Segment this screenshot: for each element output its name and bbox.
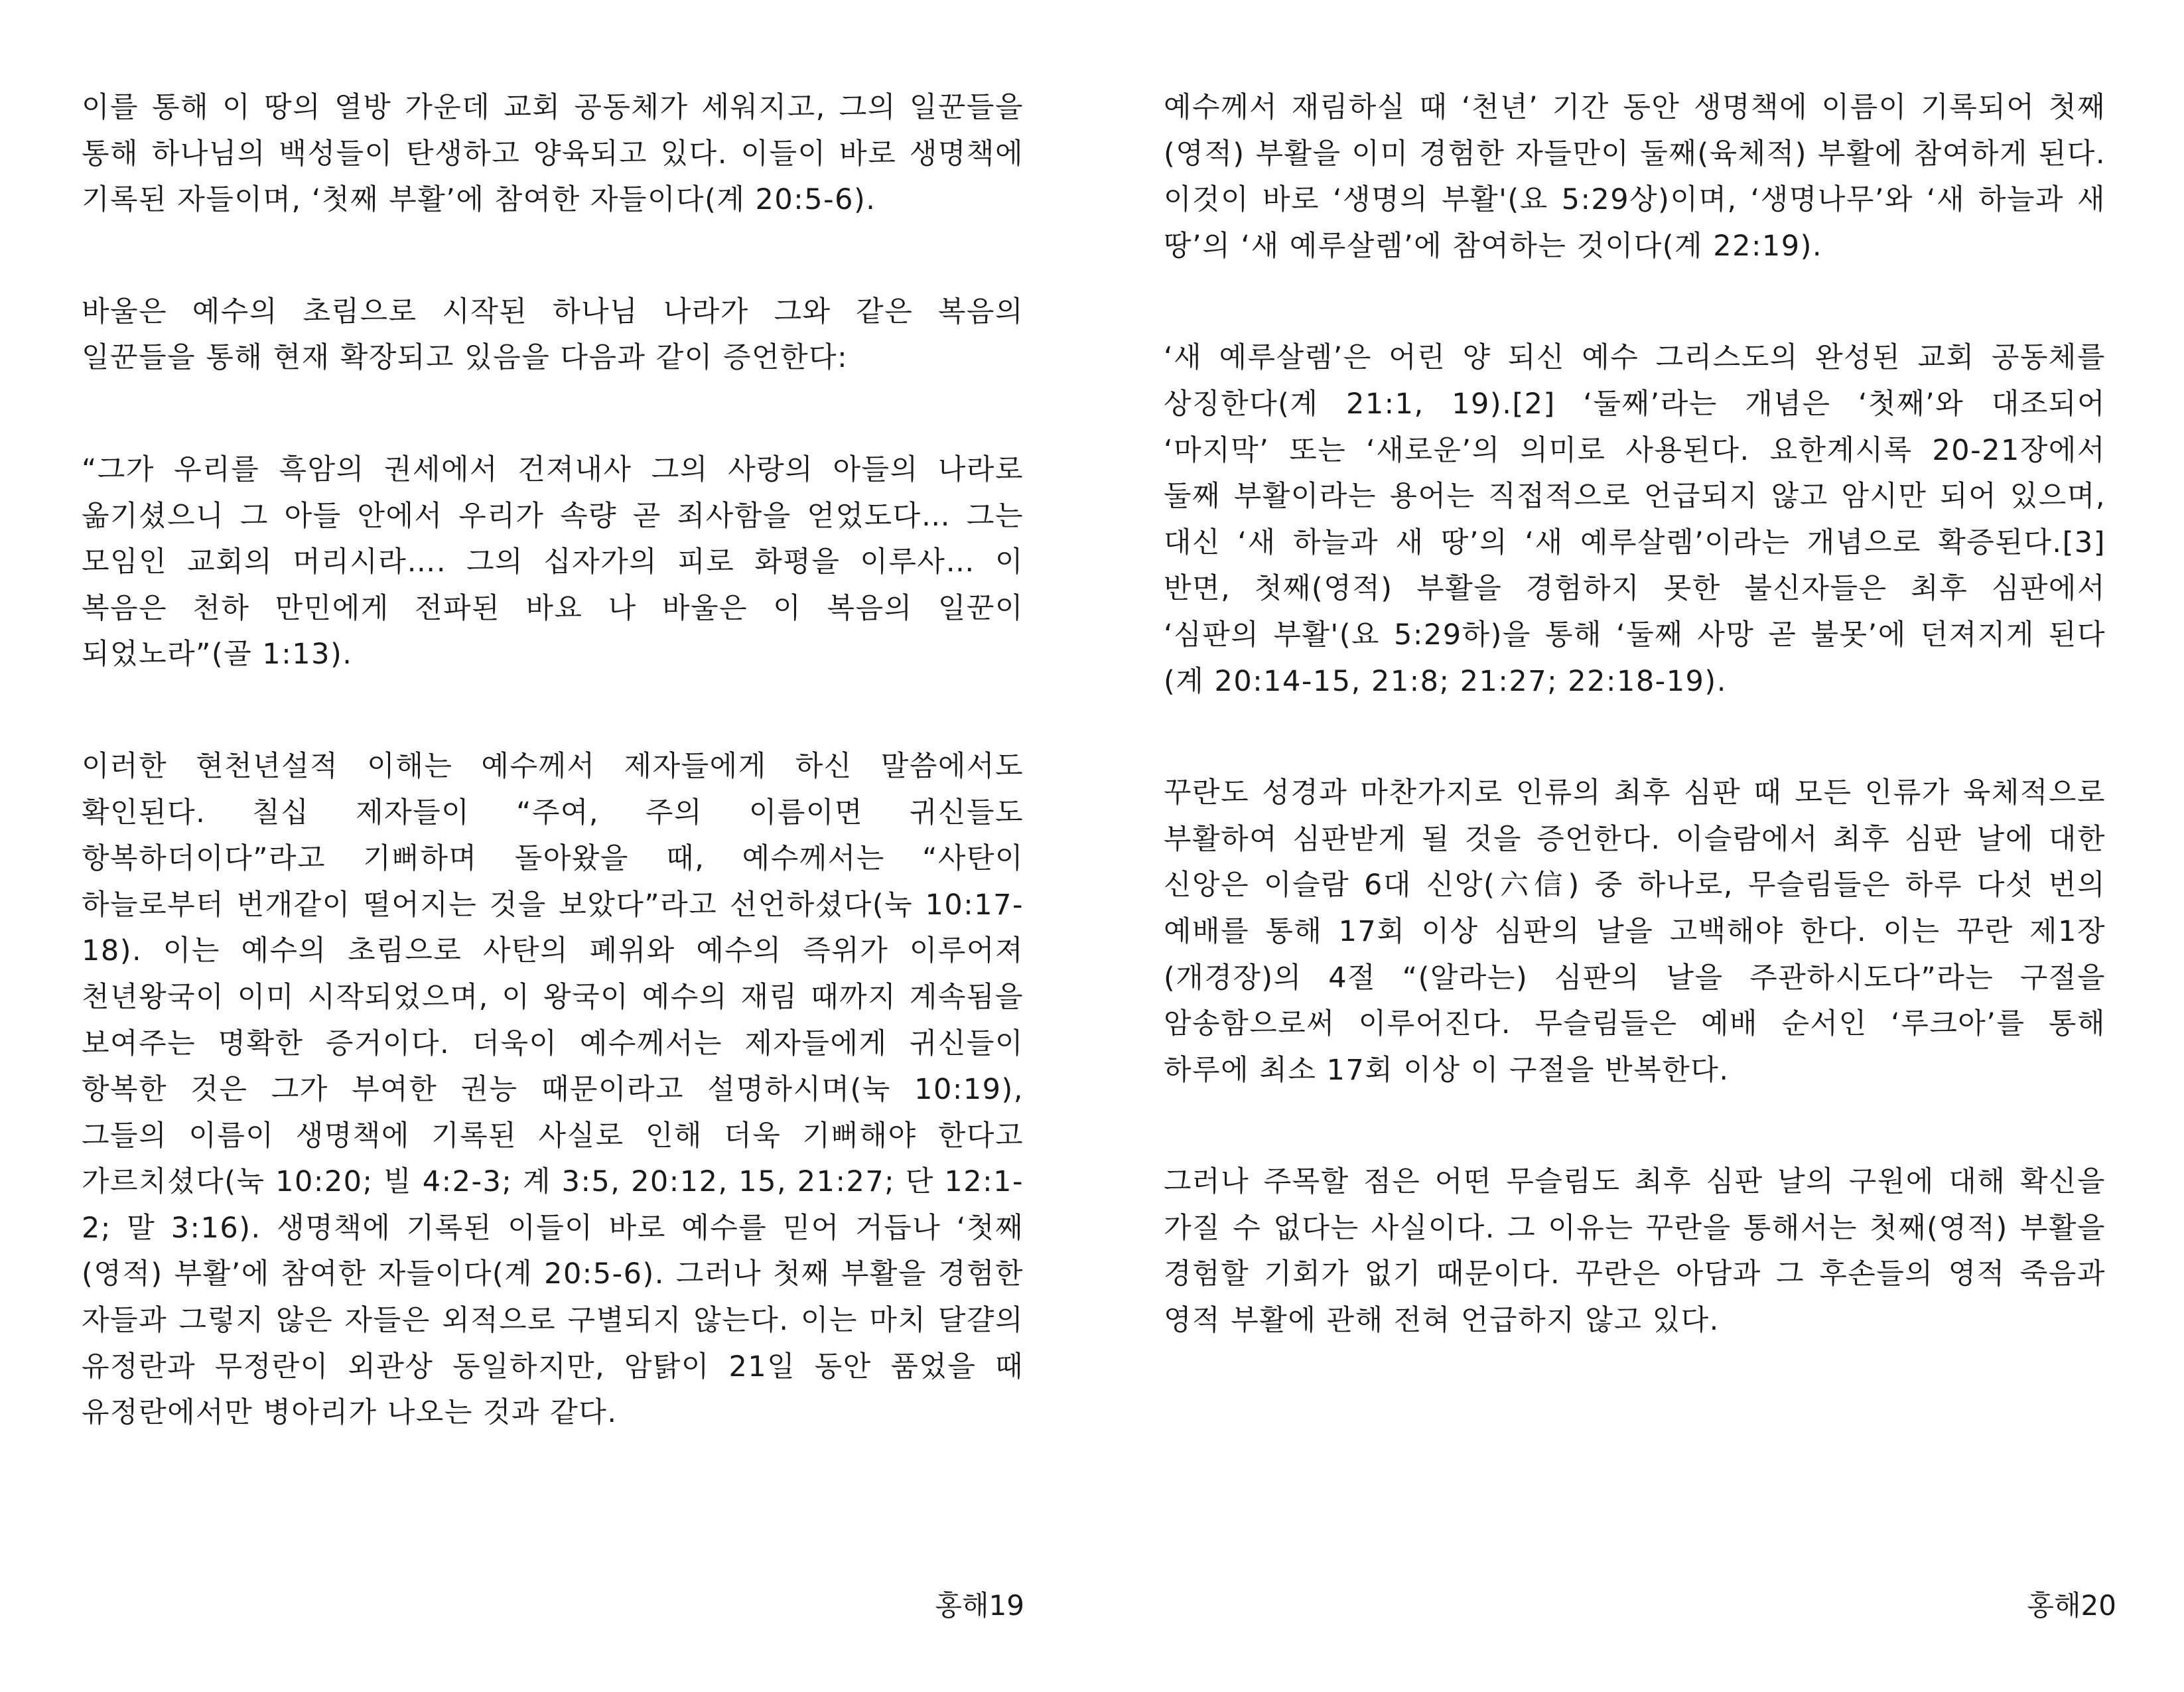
left-page-text-column xyxy=(82,85,1024,1502)
right-page-text-column xyxy=(1164,85,2106,1410)
left-paragraph-4: 이러한 현천년설적 이해는 예수께서 제자들에게 하신 말씀에서도 확인된다. 칠십 제자들이 “주여, 주의 이름이면 귀신들도 항복하더이다”라고 기뻐하며 돌아왔을 때, 예수께서는 “사탄이 하늘로부터 번개같이 떨어지는 것을 보았다”라고 선언하셨다(눅 10:17-18). 이는 예수의 초림으로 사탄의 폐위와 예수의 즉위가 이루어져 천년왕국이 이미 시작되었으며, 이 왕국이 예수의 재림 때까지 계속됨을 보여주는 명확한 증거이다. 더욱이 예수께서는 제자들에게 귀신들이 항복한 것은 그가 부여한 권능 때문이라고 설명하시며(눅 10:19), 그들의 이름이 생명책에 기록된 사실로 인해 더욱 기뻐해야 한다고 가르치셨다(눅 10:20; 빌 4:2-3; 계 3:5, 20:12, 15, 21:27; 단 12:1-2; 말 3:16). 생명책에 기록된 이들이 바로 예수를 믿어 거듭나 ‘첫째(영적) 부활’에 참여한 자들이다(계 20:5-6). 그러나 첫째 부활을 경험한 자들과 그렇지 않은 자들은 외적으로 구별되지 않는다. 이는 마치 달걀의 유정란과 무정란이 외관상 동일하지만, 암탉이 21일 동안 품었을 때 유정란에서만 병아리가 나오는 것과 같다. xyxy=(82,749,1024,1430)
right-paragraph-3: 꾸란도 성경과 마찬가지로 인류의 최후 심판 때 모든 인류가 육체적으로 부활하여 심판받게 될 것을 증언한다. 이슬람에서 최후 심판 날에 대한 신앙은 이슬람 6대 신앙(六信) 중 하나로, 무슬림들은 하루 다섯 번의 예배를 통해 17회 이상 심판의 날을 고백해야 한다. 이는 꾸란 제1장(개경장)의 4절 “(알라는) 심판의 날을 주관하시도다”라는 구절을 암송함으로써 이루어진다. 무슬림들은 예배 순서인 ‘루크아’를 통해 하루에 최소 17회 이상 이 구절을 반복한다. xyxy=(1164,776,2106,1087)
left-paragraph-3-quotation: “그가 우리를 흑암의 권세에서 건져내사 그의 사랑의 아들의 나라로 옮기셨으니 그 아들 안에서 우리가 속량 곧 죄사함을 얻었도다… 그는 모임인 교회의 머리시라…. 그의 십자가의 피로 화평을 이루사… 이 복음은 천하 만민에게 전파된 바요 나 바울은 이 복음의 일꾼이 되었노라”(골 1:13). xyxy=(82,453,1024,671)
left-paragraph-2: 바울은 예수의 초림으로 시작된 하나님 나라가 그와 같은 복음의 일꾼들을 통해 현재 확장되고 있음을 다음과 같이 증언한다: xyxy=(82,295,1024,375)
left-page-number: 홍해19 xyxy=(935,1589,1024,1622)
right-page xyxy=(1092,0,2184,1692)
right-paragraph-1: 예수께서 재림하실 때 ‘천년’ 기간 동안 생명책에 이름이 기록되어 첫째(영적) 부활을 이미 경험한 자들만이 둘째(육체적) 부활에 참여하게 된다. 이것이 바로 ‘생명의 부활'(요 5:29상)이며, ‘생명나무’와 ‘새 하늘과 새 땅’의 ‘새 예루살렘’에 참여하는 것이다(계 22:19). xyxy=(1164,91,2106,263)
right-paragraph-2: ‘새 예루살렘’은 어린 양 되신 예수 그리스도의 완성된 교회 공동체를 상징한다(계 21:1, 19).[2] ‘둘째’라는 개념은 ‘첫째’와 대조되어 ‘마지막’ 또는 ‘새로운’의 의미로 사용된다. 요한계시록 20-21장에서 둘째 부활이라는 용어는 직접적으로 언급되지 않고 암시만 되어 있으며, 대신 ‘새 하늘과 새 땅’의 ‘새 예루살렘’이라는 개념으로 확증된다.[3] 반면, 첫째(영적) 부활을 경험하지 못한 불신자들은 최후 심판에서 ‘심판의 부활'(요 5:29하)을 통해 ‘둘째 사망 곧 불못’에 던져지게 된다(계 20:14-15, 21:8; 21:27; 22:18-19). xyxy=(1164,341,2106,698)
right-paragraph-4: 그러나 주목할 점은 어떤 무슬림도 최후 심판 날의 구원에 대해 확신을 가질 수 없다는 사실이다. 그 이유는 꾸란을 통해서는 첫째(영적) 부활을 경험할 기회가 없기 때문이다. 꾸란은 아담과 그 후손들의 영적 죽음과 영적 부활에 관해 전혀 언급하지 않고 있다. xyxy=(1164,1165,2106,1338)
right-page-number: 홍해20 xyxy=(2027,1589,2116,1622)
left-paragraph-1: 이를 통해 이 땅의 열방 가운데 교회 공동체가 세워지고, 그의 일꾼들을 통해 하나님의 백성들이 탄생하고 양육되고 있다. 이들이 바로 생명책에 기록된 자들이며, ‘첫째 부활’에 참여한 자들이다(계 20:5-6). xyxy=(82,91,1024,217)
